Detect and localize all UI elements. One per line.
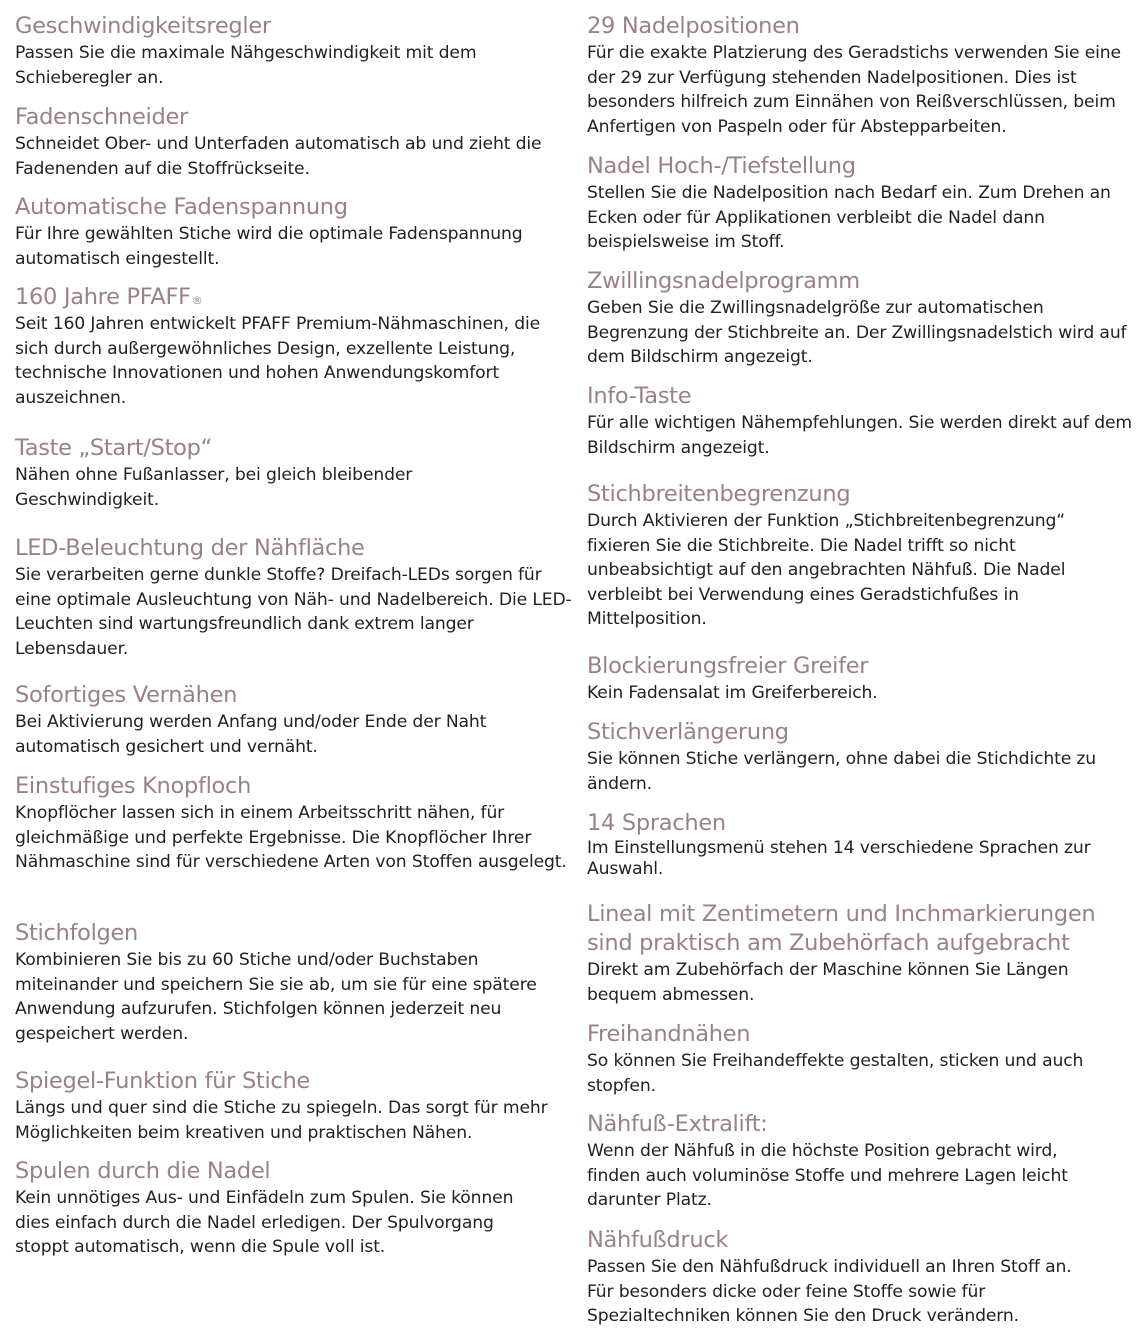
feature-text: So können Sie Freihandeffekte gestalten, sticken und auch stopfen. bbox=[587, 1051, 1084, 1096]
feature-block bbox=[587, 900, 1132, 1007]
feature-block bbox=[15, 772, 575, 875]
feature-block bbox=[587, 1020, 1132, 1098]
feature-block bbox=[15, 534, 575, 661]
feature-text: Wenn der Nähfuß in die höchste Position gebracht wird, finden auch voluminöse Stoffe und mehrere Lagen leicht darunter Platz. bbox=[587, 1141, 1068, 1211]
feature-text: Durch Aktivieren der Funktion „Stichbreitenbegrenzung“ fixieren Sie die Stichbreite. Die Nadel trifft so nicht unbeabsichtigt auf den angebrachten Nähfuß. Die Nadel verbleibt bei Verwendung eines Geradstichfußes in Mittelposition. bbox=[587, 511, 1066, 630]
feature-title: 29 Nadelpositionen bbox=[587, 13, 800, 39]
feature-title: Geschwindigkeitsregler bbox=[15, 13, 271, 39]
feature-title: Stichverlängerung bbox=[587, 719, 789, 745]
feature-text: Knopflöcher lassen sich in einem Arbeitsschritt nähen, für gleichmäßige und perfekte Ergebnisse. Die Knopflöcher Ihrer Nähmaschine sind für verschiedene Arten von Stoffen ausgelegt. bbox=[15, 803, 567, 873]
feature-title: Nähfuß-Extralift: bbox=[587, 1111, 768, 1137]
feature-text: Längs und quer sind die Stiche zu spiegeln. Das sorgt für mehr Möglichkeiten beim kreativen und praktischen Nähen. bbox=[15, 1098, 548, 1143]
feature-text: Kombinieren Sie bis zu 60 Stiche und/oder Buchstaben miteinander und speichern Sie sie ab, um sie für eine spätere Anwendung aufzurufen. Stichfolgen können jederzeit neu gespeichert werden. bbox=[15, 950, 537, 1044]
feature-text: Stellen Sie die Nadelposition nach Bedarf ein. Zum Drehen an Ecken oder für Applikationen verbleibt die Nadel dann beispielsweise im Stoff. bbox=[587, 183, 1111, 253]
feature-block bbox=[587, 480, 1132, 632]
feature-text: Kein unnötiges Aus- und Einfädeln zum Spulen. Sie können dies einfach durch die Nadel erledigen. Der Spulvorgang stoppt automatisch, wenn die Spule voll ist. bbox=[15, 1188, 514, 1258]
feature-block bbox=[587, 652, 1132, 706]
feature-block bbox=[15, 919, 575, 1046]
feature-block bbox=[587, 267, 1132, 370]
feature-title-text: 160 Jahre PFAFF bbox=[15, 284, 191, 310]
feature-text: Sie verarbeiten gerne dunkle Stoffe? Dreifach-LEDs sorgen für eine optimale Ausleuchtung von Näh- und Nadelbereich. Die LED-Leuchten sind wartungsfreundlich dank extrem langer Lebensdauer. bbox=[15, 565, 572, 659]
feature-title bbox=[15, 283, 575, 312]
feature-text: Seit 160 Jahren entwickelt PFAFF Premium-Nähmaschinen, die sich durch außergewöhnliches Design, exzellente Leistung, technische Innovationen und hohen Anwendungskomfort auszeichnen. bbox=[15, 314, 541, 408]
feature-title: Fadenschneider bbox=[15, 104, 188, 130]
feature-block bbox=[15, 193, 575, 271]
feature-title: Spiegel-Funktion für Stiche bbox=[15, 1068, 310, 1094]
feature-title: Nadel Hoch-/Tiefstellung bbox=[587, 153, 856, 179]
feature-text: Kein Fadensalat im Greiferbereich. bbox=[587, 683, 878, 703]
feature-text: Bei Aktivierung werden Anfang und/oder Ende der Naht automatisch gesichert und vernäht. bbox=[15, 712, 487, 757]
feature-title: Lineal mit Zentimetern und Inchmarkierungen sind praktisch am Zubehörfach aufgebracht bbox=[587, 901, 1096, 956]
feature-title: Zwillingsnadelprogramm bbox=[587, 268, 860, 294]
feature-text: Für Ihre gewählten Stiche wird die optimale Fadenspannung automatisch eingestellt. bbox=[15, 224, 523, 269]
feature-title: LED-Beleuchtung der Nähfläche bbox=[15, 535, 365, 561]
feature-text: Für alle wichtigen Nähempfehlungen. Sie werden direkt auf dem Bildschirm angezeigt. bbox=[587, 413, 1132, 458]
feature-title: Stichfolgen bbox=[15, 920, 139, 946]
feature-block bbox=[15, 103, 575, 181]
feature-title: Taste „Start/Stop“ bbox=[15, 435, 212, 461]
feature-text: Für die exakte Platzierung des Geradstichs verwenden Sie eine der 29 zur Verfügung stehenden Nadelpositionen. Dies ist besonders hilfreich zum Einnähen von Reißverschlüssen, beim Anfertigen von Paspeln oder für Abstepparbeiten. bbox=[587, 43, 1121, 137]
feature-text: Passen Sie die maximale Nähgeschwindigkeit mit dem Schieberegler an. bbox=[15, 43, 477, 88]
feature-title: Stichbreitenbegrenzung bbox=[587, 481, 851, 507]
feature-block bbox=[15, 283, 575, 410]
feature-text: Nähen ohne Fußanlasser, bei gleich bleibender Geschwindigkeit. bbox=[15, 465, 413, 510]
feature-title: Freihandnähen bbox=[587, 1021, 751, 1047]
registered-mark: ® bbox=[191, 294, 203, 307]
feature-block bbox=[15, 434, 575, 512]
feature-text: Passen Sie den Nähfußdruck individuell an Ihren Stoff an. Für besonders dicke oder feine Stoffe sowie für Spezialtechniken können Sie den Druck verändern. bbox=[587, 1257, 1072, 1327]
feature-title: Nähfußdruck bbox=[587, 1227, 729, 1253]
feature-title: Sofortiges Vernähen bbox=[15, 682, 238, 708]
feature-title: Spulen durch die Nadel bbox=[15, 1158, 271, 1184]
feature-block bbox=[15, 1157, 575, 1260]
feature-block bbox=[587, 809, 1132, 880]
feature-block bbox=[587, 718, 1132, 796]
feature-title: 14 Sprachen bbox=[587, 810, 726, 836]
feature-block bbox=[15, 1067, 575, 1145]
feature-block bbox=[587, 12, 1132, 139]
feature-block bbox=[587, 382, 1132, 460]
feature-text: Im Einstellungsmenü stehen 14 verschiedene Sprachen zur Auswahl. bbox=[587, 838, 1091, 879]
feature-title: Info-Taste bbox=[587, 383, 692, 409]
feature-title: Blockierungsfreier Greifer bbox=[587, 653, 869, 679]
feature-block bbox=[587, 1110, 1132, 1213]
feature-text: Geben Sie die Zwillingsnadelgröße zur automatischen Begrenzung der Stichbreite an. Der Zwillingsnadelstich wird auf dem Bildschirm angezeigt. bbox=[587, 298, 1127, 368]
feature-text: Sie können Stiche verlängern, ohne dabei die Stichdichte zu ändern. bbox=[587, 749, 1097, 794]
feature-title: Einstufiges Knopfloch bbox=[15, 773, 252, 799]
feature-text: Schneidet Ober- und Unterfaden automatisch ab und zieht die Fadenenden auf die Stoffrückseite. bbox=[15, 134, 542, 179]
feature-block bbox=[15, 681, 575, 759]
feature-block bbox=[587, 152, 1132, 255]
feature-title: Automatische Fadenspannung bbox=[15, 194, 348, 220]
feature-block bbox=[15, 12, 575, 90]
feature-block bbox=[587, 1226, 1132, 1329]
feature-text: Direkt am Zubehörfach der Maschine können Sie Längen bequem abmessen. bbox=[587, 960, 1069, 1005]
